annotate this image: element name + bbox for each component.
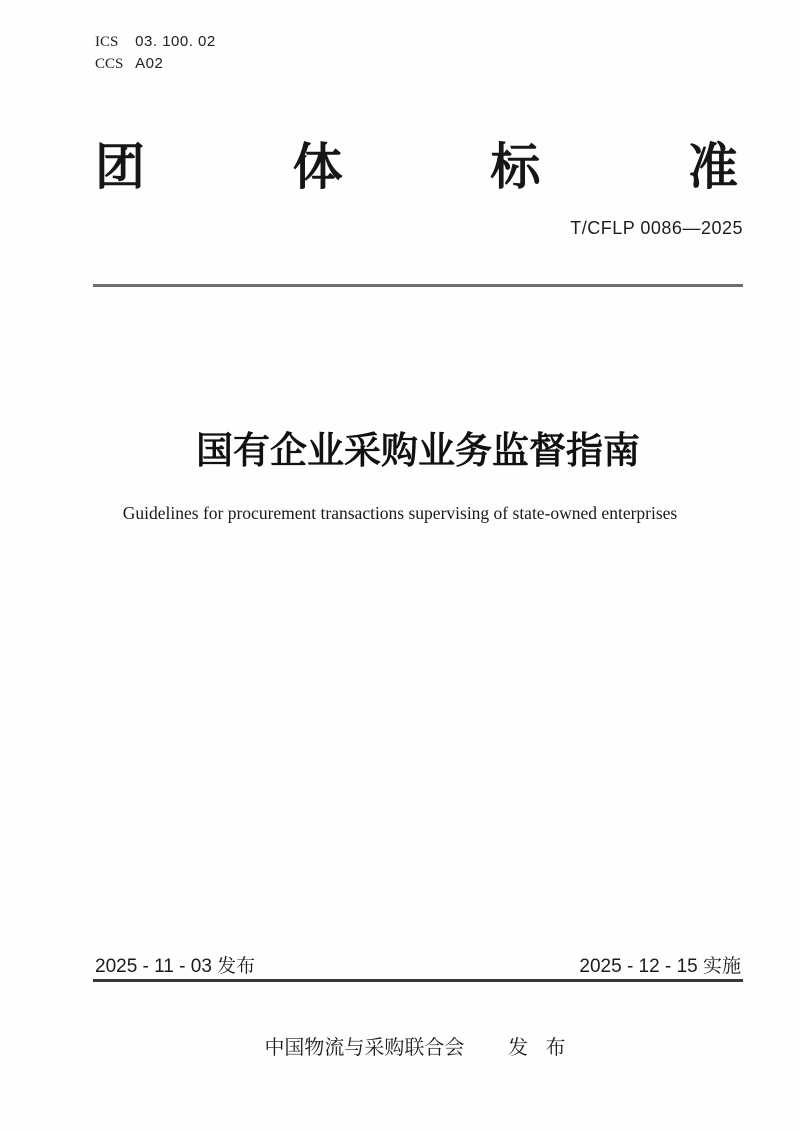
standard-number: T/CFLP 0086—2025 — [570, 218, 743, 238]
implementation-date: 2025 - 12 - 15 实施 — [579, 956, 741, 977]
publish-label: 发 布 — [508, 1037, 572, 1059]
classification-codes — [95, 31, 216, 75]
document-title-english: Guidelines for procurement transactions supervising of state-owned enterprises — [122, 503, 678, 523]
ccs-value: A02 — [135, 55, 164, 72]
ccs-label: CCS — [95, 56, 124, 72]
standard-type-char-1: 团 — [95, 139, 145, 195]
standard-type-heading — [95, 140, 738, 194]
ics-label: ICS — [95, 34, 119, 50]
footer-divider-rule — [93, 979, 743, 982]
document-title-chinese: 国有企业采购业务监督指南 — [196, 430, 640, 471]
publisher-line — [93, 1031, 743, 1060]
release-date: 2025 - 11 - 03 发布 — [95, 956, 256, 977]
standard-type-char-4: 准 — [687, 139, 738, 195]
ics-value: 03. 100. 02 — [135, 33, 216, 50]
standard-type-char-2: 体 — [292, 139, 343, 195]
ccs-code-line — [95, 53, 216, 75]
dates-row — [95, 951, 741, 978]
standard-type-char-3: 标 — [490, 139, 541, 195]
ics-code-line — [95, 31, 216, 53]
header-divider-rule — [93, 284, 743, 287]
publisher-name: 中国物流与采购联合会 — [264, 1037, 465, 1059]
